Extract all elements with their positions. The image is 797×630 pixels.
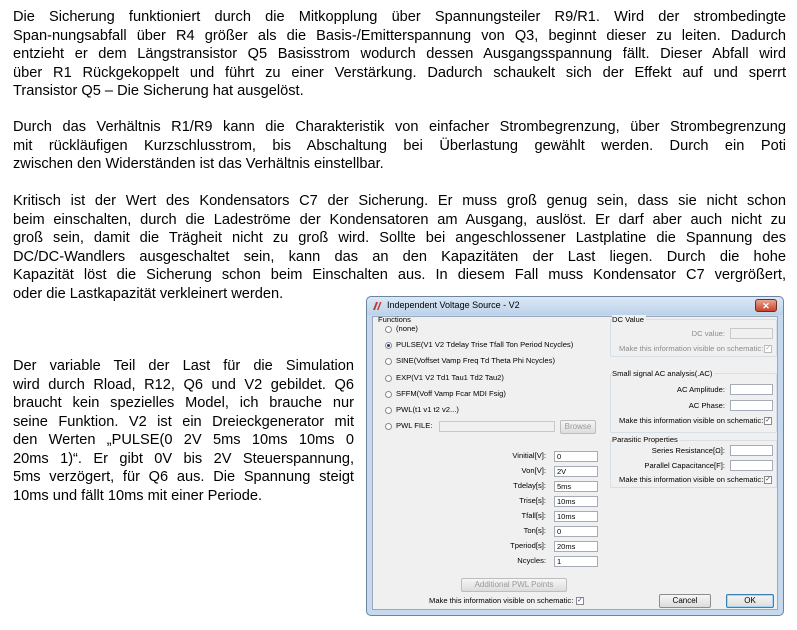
parallel-capacitance-label: Parallel Capacitance[F]: — [644, 461, 725, 470]
param-label: Vinitial[V]: — [512, 451, 546, 460]
dc-visible-label: Make this information visible on schematic: — [619, 344, 764, 353]
paragraph-3 — [13, 192, 786, 303]
param-label: Von[V]: — [521, 466, 546, 475]
ac-visible-checkbox[interactable]: ✓ — [765, 417, 771, 424]
series-resistance-label: Series Resistance[Ω]: — [651, 446, 725, 455]
text-line: 10ms und fällt 10ms mit einer Periode. — [13, 487, 263, 504]
trise-input[interactable]: 10ms — [554, 496, 598, 507]
ac-amplitude-label: AC Amplitude: — [676, 385, 725, 394]
dc-value-label: DC Value — [612, 315, 644, 324]
ac-phase-label: AC Phase: — [688, 401, 725, 410]
function-radio-pulse[interactable] — [385, 342, 392, 349]
function-radio-none[interactable] — [385, 326, 392, 333]
text-line: beim einschalten, durch die Ladeströme der Kondensatoren am Ausgang, auslöst. Er darf aber auch nicht zu — [13, 211, 786, 228]
text-line: Durch das Verhältnis R1/R9 kann die Charakteristik von einfacher Strombegrenzung, über Strombegrenzung — [13, 119, 786, 135]
visible-on-schematic-checkbox[interactable]: ✓ — [577, 597, 583, 604]
ltspice-icon — [372, 301, 382, 311]
text-line: seine Funktion. V2 ist ein Dreieckgenerator mit — [13, 413, 354, 430]
param-label: Ton[s]: — [523, 526, 546, 535]
browse-button[interactable]: Browse — [560, 420, 596, 434]
ac-analysis-label: Small signal AC analysis(.AC) — [612, 369, 713, 378]
ac-visible-label: Make this information visible on schematic: — [619, 416, 764, 425]
voltage-source-dialog — [366, 296, 784, 616]
dialog-client — [372, 316, 778, 610]
ac-amplitude-input[interactable] — [730, 384, 773, 395]
parasitic-visible-label: Make this information visible on schematic: — [619, 475, 764, 484]
dc-visible-checkbox[interactable]: ✓ — [765, 345, 771, 352]
parallel-capacitance-input[interactable] — [730, 460, 773, 471]
dialog-titlebar[interactable] — [367, 297, 783, 315]
text-line: DC/DC-Wandlers ausgeschaltet sein, kann das an den Kapazitäten der Last liegen. Durch die hohe — [13, 248, 786, 265]
text-line: oder die Lastkapazität verkleinert werden. — [13, 285, 284, 302]
param-label: Tperiod[s]: — [510, 541, 546, 550]
text-line: mit rückläufigen Kurzschlusstrom, bis Abschaltung bei Überlastung gewählt werden. Durch ein Poti — [13, 137, 786, 154]
text-line: Kritisch ist der Wert des Kondensators C7 der Sicherung. Er muss groß genug sein, dass sie nicht schon — [13, 193, 786, 209]
additional-pwl-points-button[interactable]: Additional PWL Points — [461, 578, 567, 592]
paragraph-2 — [13, 118, 786, 174]
dc-value-input[interactable] — [730, 328, 773, 339]
function-label-none: (none) — [396, 324, 418, 333]
text-line: groß sein, damit die Trägheit nicht zu groß wird. Sollte bei angeschlossener Lastplatine die Spannung des — [13, 230, 786, 246]
paragraph-1 — [13, 8, 786, 101]
cancel-button[interactable]: Cancel — [659, 594, 711, 608]
function-label-sffm: SFFM(Voff Vamp Fcar MDI Fsig) — [396, 389, 506, 398]
ton-input[interactable]: 0 — [554, 526, 598, 537]
text-line: 5ms verzögert, für Q6 aus. Die Spannung steigt — [13, 469, 354, 485]
function-label-exp: EXP(V1 V2 Td1 Tau1 Td2 Tau2) — [396, 373, 504, 382]
param-label: Tfall[s]: — [521, 511, 546, 520]
tperiod-input[interactable]: 20ms — [554, 541, 598, 552]
parasitic-visible-checkbox[interactable]: ✓ — [765, 476, 771, 483]
param-label: Trise[s]: — [519, 496, 546, 505]
vinitial-input[interactable]: 0 — [554, 451, 598, 462]
pwl-file-input[interactable] — [439, 421, 555, 432]
function-label-pwl: PWL(t1 v1 t2 v2...) — [396, 405, 459, 414]
text-line: braucht kein spezielles Model, ich brauche nur — [13, 395, 354, 411]
tfall-input[interactable]: 10ms — [554, 511, 598, 522]
text-line: Kapazität löst die Sicherung schon beim Einschalten aus. In diesem Fall muss Kondensator C7 vergrößert, — [13, 267, 786, 283]
function-radio-sffm[interactable] — [385, 391, 392, 398]
function-radio-exp[interactable] — [385, 375, 392, 382]
function-radio-sine[interactable] — [385, 358, 392, 365]
ac-phase-input[interactable] — [730, 400, 773, 411]
text-line: den Werten „PULSE(0 2V 5ms 10ms 10ms 0 — [13, 432, 354, 448]
text-line: wird durch Rload, R12, Q6 und V2 gebildet. Q6 — [13, 376, 354, 393]
von-input[interactable]: 2V — [554, 466, 598, 477]
text-line: über R1 Rückgekoppelt und führt zu einer Verstärkung. Dadurch schaukelt sich der Effekt auf und sperrt — [13, 64, 786, 81]
text-line: entzieht er dem Längstransistor Q5 Basisstrom wodurch dessen Ausgangsspannung fällt. Dieser Abfall wird — [13, 46, 786, 62]
text-line: Der variable Teil der Last für die Simulation — [13, 358, 354, 374]
series-resistance-input[interactable] — [730, 445, 773, 456]
param-label: Ncycles: — [517, 556, 546, 565]
text-line: Die Sicherung funktioniert durch die Mitkopplung über Spannungsteiler R9/R1. Wird der strombedingte — [13, 9, 786, 25]
function-radio-pwl[interactable] — [385, 407, 392, 414]
text-line: Span-nungsabfall über R4 größer als die Basis-/Emitterspannung von Q3, beginnt dieser zu leiten. Dadurch — [13, 27, 786, 44]
function-label-pwl-file: PWL FILE: — [396, 421, 433, 430]
paragraph-4 — [13, 357, 354, 505]
dialog-title: Independent Voltage Source - V2 — [387, 300, 520, 310]
parasitic-label: Parasitic Properties — [612, 435, 678, 444]
visible-on-schematic-label: Make this information visible on schematic: — [429, 596, 574, 605]
function-label-sine: SINE(Voffset Vamp Freq Td Theta Phi Ncycles) — [396, 356, 555, 365]
param-label: Tdelay[s]: — [513, 481, 546, 490]
text-line: Transistor Q5 – Die Sicherung hat ausgelöst. — [13, 83, 304, 99]
ok-button[interactable]: OK — [726, 594, 774, 608]
function-label-pulse: PULSE(V1 V2 Tdelay Trise Tfall Ton Period Ncycles) — [396, 340, 574, 349]
ncycles-input[interactable]: 1 — [554, 556, 598, 567]
function-radio-pwl-file[interactable] — [385, 423, 392, 430]
close-button[interactable]: ✕ — [755, 299, 777, 312]
text-line: zwischen den Widerständen ist das Verhältnis einstellbar. — [13, 156, 384, 172]
text-line: 20ms 1)“. Er gibt 0V bis 2V Steuerspannung, — [13, 450, 354, 467]
dc-value-field-label: DC value: — [691, 329, 725, 338]
functions-label: Functions — [378, 315, 411, 324]
tdelay-input[interactable]: 5ms — [554, 481, 598, 492]
